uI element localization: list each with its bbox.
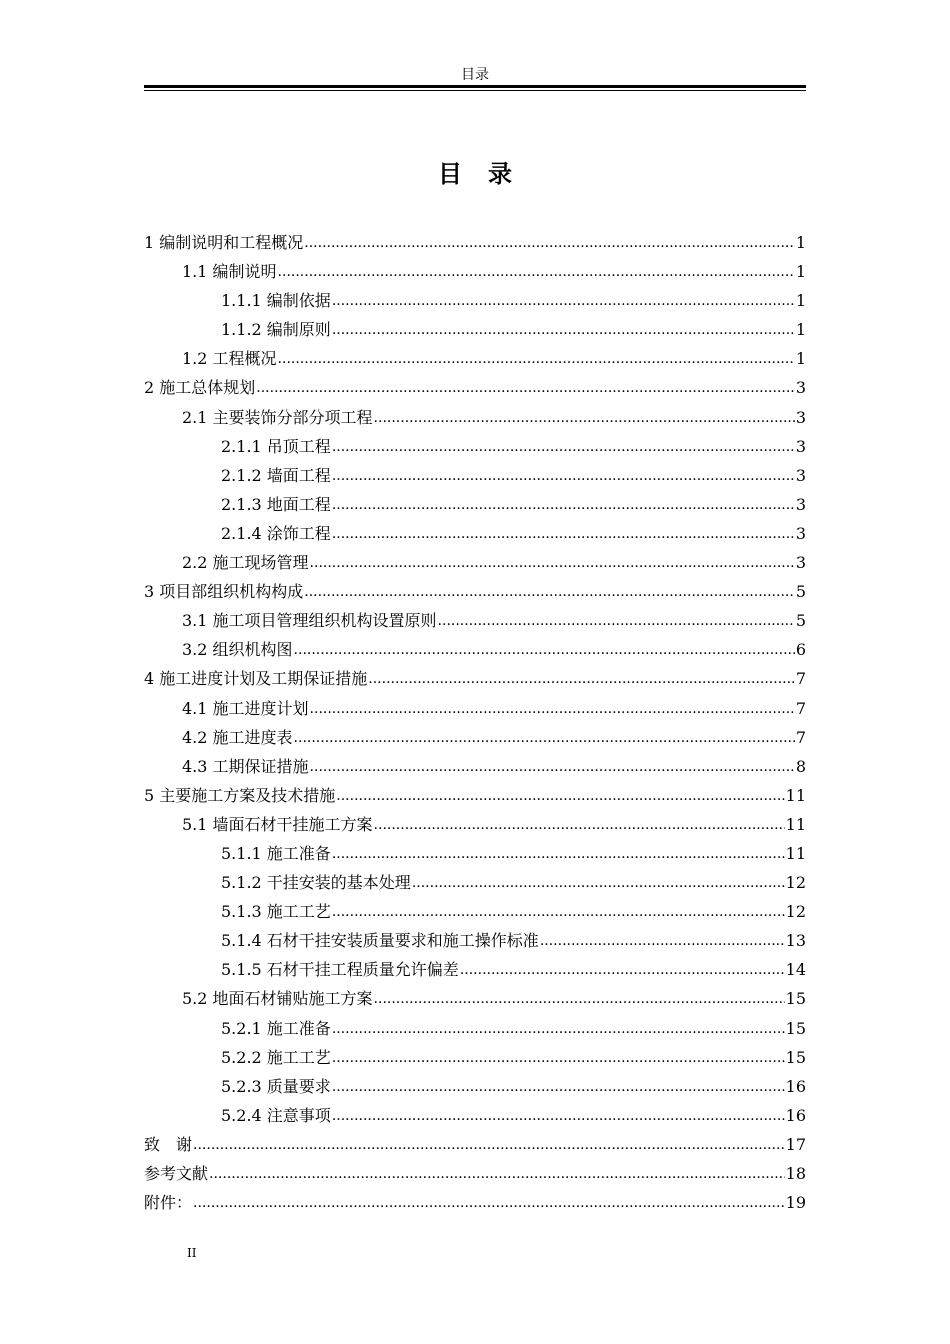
dot-leader [332,1042,785,1073]
toc-entry-page-number: 15 [785,1018,806,1038]
toc-entry-page-number: 1 [795,291,806,311]
toc-entry-title: 参考文献 [144,1164,209,1183]
toc-entry-title: 2.1.4 涂饰工程 [221,523,331,543]
toc-entry[interactable] [144,781,806,810]
header-rule-thin [144,90,806,91]
dot-leader [332,1071,785,1102]
dot-leader [460,954,785,985]
dot-leader [540,925,785,956]
toc-entry-title: 5.2.4 注意事项 [221,1105,331,1125]
toc-entry-page-number: 11 [785,843,806,863]
dot-leader [304,227,795,258]
dot-leader [193,1129,785,1160]
toc-entry[interactable] [144,461,806,490]
toc-entry[interactable] [144,926,806,955]
toc-entry-title: 5.2 地面石材铺贴施工方案 [182,989,373,1009]
toc-entry-page-number: 15 [785,989,806,1009]
toc-entry-title: 2.2 施工现场管理 [182,553,309,573]
toc-entry[interactable] [144,1101,806,1130]
toc-entry-page-number: 8 [795,756,806,776]
toc-entry-page-number: 7 [795,727,806,747]
toc-entry-page-number: 3 [795,465,806,485]
toc-title-char-1: 目 [438,160,462,188]
toc-entry-title: 1.1.2 编制原则 [221,320,331,340]
dot-leader [438,605,795,636]
toc-entry[interactable] [144,257,806,286]
toc-entry-title: 5.2.1 施工准备 [221,1018,331,1038]
toc-entry[interactable] [144,1159,806,1188]
dot-leader [310,751,795,782]
toc-entry-title: 致 谢 [144,1134,193,1154]
toc-entry[interactable] [144,228,806,257]
toc-entry[interactable] [144,286,806,315]
dot-leader [332,518,795,549]
toc-entry-title: 2.1.2 墙面工程 [221,465,331,485]
toc-entry-page-number: 18 [785,1164,806,1183]
toc-entry-title: 4 施工进度计划及工期保证措施 [144,669,368,689]
toc-entry-title: 5.1.1 施工准备 [221,843,331,863]
toc-entry-title: 4.2 施工进度表 [182,727,293,747]
dot-leader [332,896,785,927]
toc-entry[interactable] [144,315,806,344]
toc-entry[interactable] [144,694,806,723]
toc-entry-page-number: 17 [785,1134,806,1154]
toc-entry[interactable] [144,606,806,635]
toc-entry-page-number: 3 [795,523,806,543]
toc-entry[interactable] [144,752,806,781]
toc-entry-page-number: 7 [795,698,806,718]
toc-entry[interactable] [144,1072,806,1101]
toc-entry-title: 2.1.1 吊顶工程 [221,436,331,456]
toc-entry-page-number: 16 [785,1076,806,1096]
toc-entry[interactable] [144,839,806,868]
dot-leader [294,722,795,753]
dot-leader [332,1100,785,1131]
toc-entry[interactable] [144,1130,806,1159]
toc-entry-page-number: 5 [795,582,806,602]
toc-entry[interactable] [144,723,806,752]
running-header: 目录 [461,67,489,83]
dot-leader [336,780,784,811]
toc-entry-page-number: 14 [785,960,806,980]
dot-leader [332,1013,785,1044]
toc-entry[interactable] [144,1043,806,1072]
toc-entry-title: 5.1.3 施工工艺 [221,902,331,922]
toc-entry[interactable] [144,984,806,1013]
toc-entry-page-number: 3 [795,553,806,573]
toc-entry-page-number: 3 [795,378,806,398]
dot-leader [193,1187,785,1218]
toc-entry-title: 5.1.2 干挂安装的基本处理 [221,873,411,893]
dot-leader [332,489,795,520]
toc-entry-title: 2.1.3 地面工程 [221,494,331,514]
toc-entry-page-number: 12 [785,902,806,922]
dot-leader [368,663,795,694]
toc-title [144,158,806,190]
toc-entry-title: 3.2 组织机构图 [182,640,293,660]
toc-entry-title: 1.1.1 编制依据 [221,291,331,311]
toc-entry-page-number: 15 [785,1047,806,1067]
toc-entry[interactable] [144,432,806,461]
toc-entry[interactable] [144,1188,806,1217]
dot-leader [294,634,795,665]
toc-entry-title: 1 编制说明和工程概况 [144,233,304,252]
toc-entry[interactable] [144,403,806,432]
toc-entry-page-number: 1 [795,262,806,282]
toc-entry-page-number: 11 [785,785,806,805]
toc-entry-page-number: 3 [795,407,806,427]
toc-entry-page-number: 1 [795,349,806,369]
toc-entry-page-number: 3 [795,494,806,514]
toc-list [144,228,806,1217]
toc-entry-title: 5.2.2 施工工艺 [221,1047,331,1067]
dot-leader [412,867,785,898]
toc-entry-page-number: 11 [785,814,806,834]
dot-leader [310,547,795,578]
toc-entry-title: 1.1 编制说明 [182,262,277,282]
toc-entry-page-number: 7 [795,669,806,689]
toc-entry-title: 5 主要施工方案及技术措施 [144,785,336,805]
toc-entry-title: 4.3 工期保证措施 [182,756,309,776]
toc-entry-title: 5.2.3 质量要求 [221,1076,331,1096]
toc-entry-title: 1.2 工程概况 [182,349,277,369]
header-rule-thick [144,85,806,88]
toc-entry-page-number: 1 [795,320,806,340]
toc-entry[interactable] [144,490,806,519]
toc-entry-page-number: 13 [785,931,806,951]
dot-leader [304,576,795,607]
toc-entry-page-number: 16 [785,1105,806,1125]
toc-entry[interactable] [144,897,806,926]
toc-entry-title: 2 施工总体规划 [144,378,256,398]
toc-entry[interactable] [144,344,806,373]
toc-entry-title: 5.1 墙面石材干挂施工方案 [182,814,373,834]
dot-leader [374,402,795,433]
dot-leader [332,460,795,491]
toc-title-char-2: 录 [488,160,512,188]
dot-leader [310,693,795,724]
toc-entry-title: 3 项目部组织机构构成 [144,582,304,602]
dot-leader [256,372,795,403]
toc-entry[interactable] [144,548,806,577]
toc-entry[interactable] [144,1014,806,1043]
toc-entry[interactable] [144,664,806,693]
dot-leader [209,1158,785,1189]
toc-entry-page-number: 3 [795,436,806,456]
toc-entry[interactable] [144,868,806,897]
toc-entry-page-number: 19 [785,1193,806,1213]
toc-entry[interactable] [144,635,806,664]
page-number-footer: II [187,1246,197,1260]
dot-leader [374,983,785,1014]
toc-entry[interactable] [144,955,806,984]
toc-entry[interactable] [144,519,806,548]
toc-entry-title: 2.1 主要装饰分部分项工程 [182,407,373,427]
toc-entry-page-number: 12 [785,873,806,893]
toc-entry[interactable] [144,577,806,606]
dot-leader [278,256,795,287]
toc-entry[interactable] [144,373,806,402]
dot-leader [374,809,785,840]
toc-entry-page-number: 6 [795,640,806,660]
toc-entry-page-number: 1 [795,233,806,252]
dot-leader [332,285,795,316]
toc-entry-title: 5.1.4 石材干挂安装质量要求和施工操作标准 [221,931,539,951]
toc-entry-title: 5.1.5 石材干挂工程质量允许偏差 [221,960,459,980]
toc-entry-title: 4.1 施工进度计划 [182,698,309,718]
toc-entry-title: 3.1 施工项目管理组织机构设置原则 [182,611,437,631]
toc-entry-page-number: 5 [795,611,806,631]
toc-entry-title: 附件： [144,1193,193,1213]
dot-leader [332,431,795,462]
dot-leader [332,838,785,869]
dot-leader [278,343,795,374]
toc-entry[interactable] [144,810,806,839]
dot-leader [332,314,795,345]
